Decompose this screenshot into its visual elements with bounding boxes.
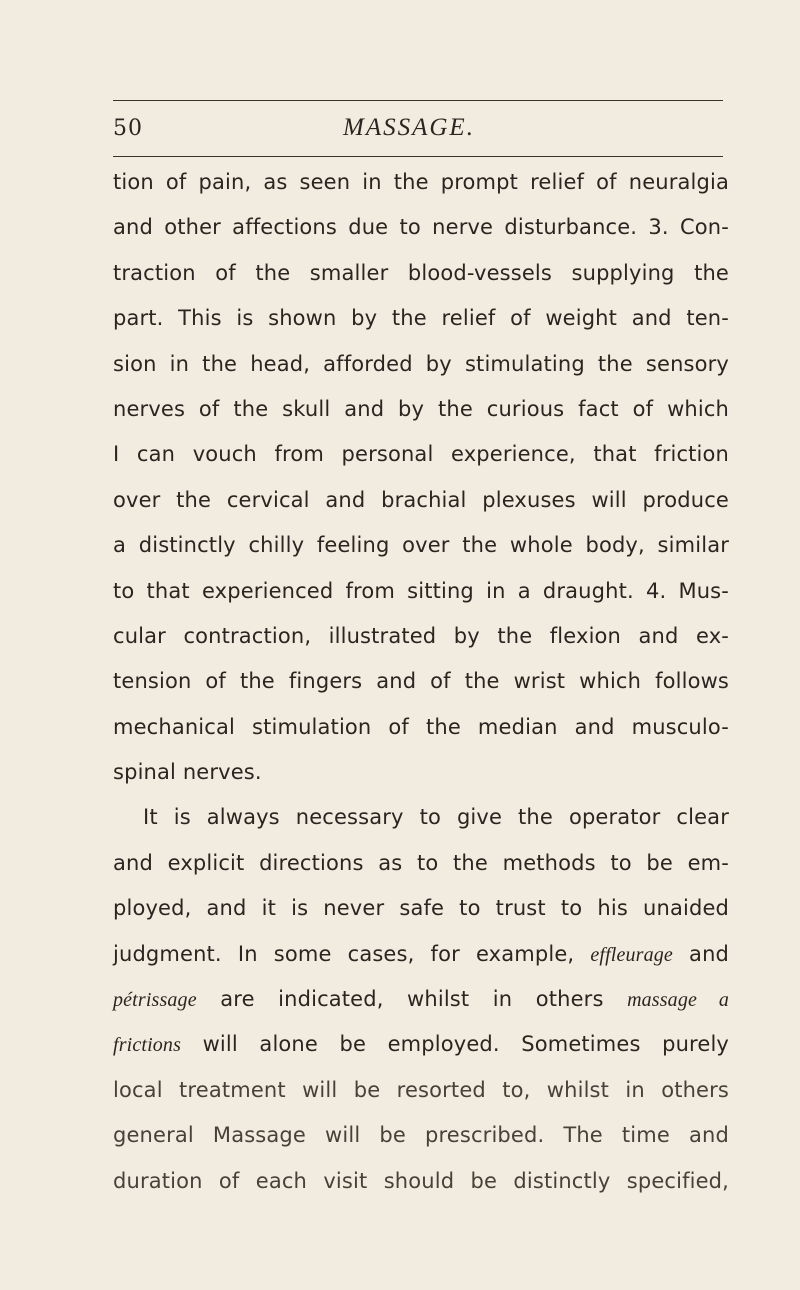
- text-run: will alone be employed. Sometimes purely: [202, 1032, 730, 1057]
- text-run: judgment. In some cases, for example,: [113, 941, 575, 966]
- header-rule-bottom: [113, 156, 723, 157]
- italic-term: frictions: [113, 1034, 182, 1057]
- text-line: part. This is shown by the relief of weight and ten-: [113, 306, 729, 331]
- text-line: and other affections due to nerve disturbance. 3. Con-: [113, 215, 729, 240]
- text-line: and explicit directions as to the methods to be em-: [113, 850, 729, 875]
- text-line: duration of each visit should be distinctly specified,: [113, 1168, 729, 1193]
- text-line: tion of pain, as seen in the prompt relief of neuralgia: [113, 170, 729, 194]
- text-line: cular contraction, illustrated by the flexion and ex-: [113, 623, 729, 648]
- page-header: [113, 112, 723, 148]
- text-line: mechanical stimulation of the median and musculo-: [113, 714, 729, 739]
- body-text: [113, 160, 729, 1204]
- italic-term: massage a: [627, 989, 729, 1012]
- italic-term: pétrissage: [113, 989, 197, 1012]
- text-line: It is always necessary to give the operator clear: [143, 805, 729, 830]
- text-line: a distinctly chilly feeling over the whole body, similar: [113, 533, 729, 558]
- text-line: I can vouch from personal experience, that friction: [113, 442, 729, 467]
- italic-term: effleurage: [590, 943, 673, 966]
- text-line: traction of the smaller blood-vessels supplying the: [113, 260, 729, 285]
- text-line: nerves of the skull and by the curious fact of which: [113, 396, 729, 421]
- text-line: tension of the fingers and of the wrist which follows: [113, 669, 729, 694]
- text-line: to that experienced from sitting in a draught. 4. Mus-: [113, 578, 729, 603]
- text-line: ployed, and it is never safe to trust to his unaided: [113, 896, 729, 921]
- text-line: [113, 1022, 729, 1067]
- text-line: sion in the head, afforded by stimulating the sensory: [113, 351, 729, 376]
- running-head: MASSAGE.: [343, 114, 475, 141]
- text-line: [113, 932, 729, 977]
- text-line: local treatment will be resorted to, whilst in others: [113, 1077, 729, 1102]
- text-line: general Massage will be prescribed. The time and: [113, 1123, 729, 1148]
- text-line: over the cervical and brachial plexuses will produce: [113, 487, 729, 512]
- text-run: and: [689, 941, 730, 966]
- text-line: spinal nerves.: [113, 760, 262, 785]
- page-number: 50: [113, 116, 143, 141]
- text-line: [113, 977, 729, 1022]
- header-rule-top: [113, 100, 723, 101]
- text-run: are indicated, whilst in others: [220, 987, 604, 1012]
